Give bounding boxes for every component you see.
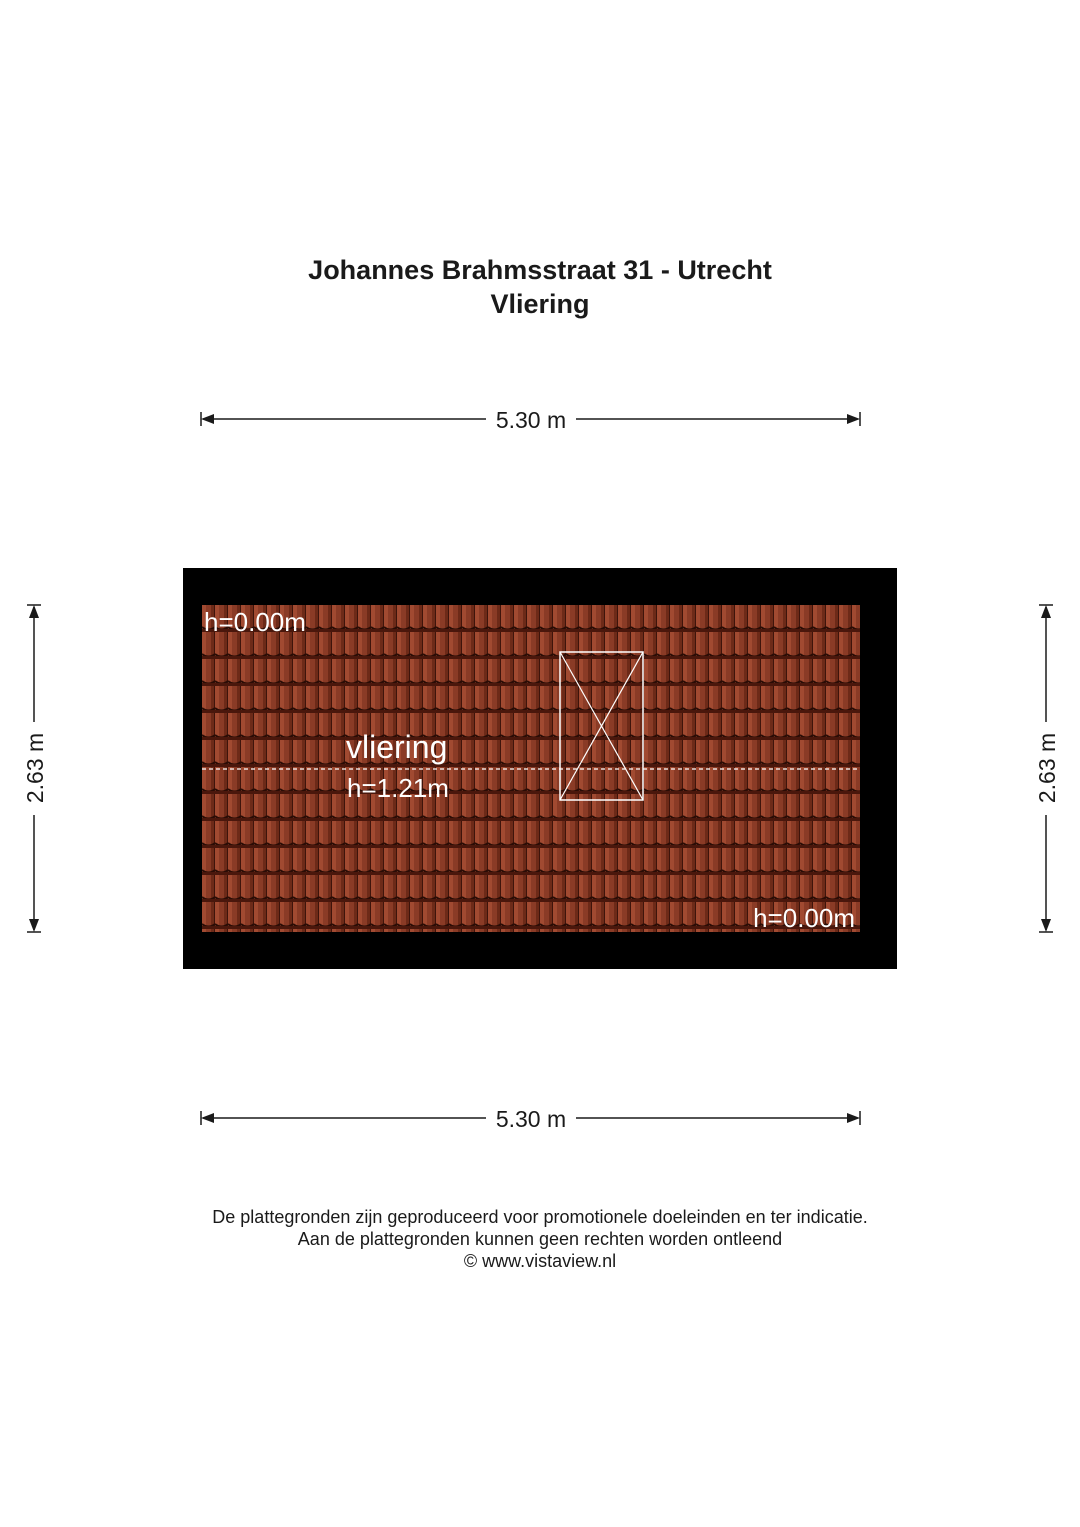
- height-label-top: h=0.00m: [204, 607, 306, 637]
- arrow-left-icon: [201, 1113, 214, 1123]
- ridge-height-label: h=1.21m: [347, 773, 449, 803]
- dimension-left: [22, 605, 48, 932]
- arrow-right-icon: [847, 1113, 860, 1123]
- dimension-bottom: [201, 1106, 860, 1132]
- arrow-up-icon: [29, 605, 39, 618]
- dimension-top: [201, 407, 860, 433]
- dimension-bottom-label: 5.30 m: [495, 1106, 567, 1132]
- disclaimer-line-2: Aan de plattegronden kunnen geen rechten worden ontleend: [297, 1229, 783, 1249]
- plan-floor-title: Vliering: [490, 289, 590, 319]
- plan-address-title: Johannes Brahmsstraat 31 - Utrecht: [308, 255, 772, 285]
- room-name-label: vliering: [346, 729, 448, 765]
- disclaimer-line-1: De plattegronden zijn geproduceerd voor promotionele doeleinden en ter indicatie.: [212, 1207, 868, 1227]
- copyright-line: © www.vistaview.nl: [463, 1251, 617, 1271]
- dimension-left-label: 2.63 m: [22, 732, 48, 804]
- arrow-left-icon: [201, 414, 214, 424]
- arrow-right-icon: [847, 414, 860, 424]
- arrow-up-icon: [1041, 605, 1051, 618]
- dimension-right-label: 2.63 m: [1034, 732, 1060, 804]
- arrow-down-icon: [1041, 919, 1051, 932]
- dimension-top-label: 5.30 m: [495, 407, 567, 433]
- height-label-bottom: h=0.00m: [753, 903, 855, 933]
- arrow-down-icon: [29, 919, 39, 932]
- dimension-right: [1034, 605, 1060, 932]
